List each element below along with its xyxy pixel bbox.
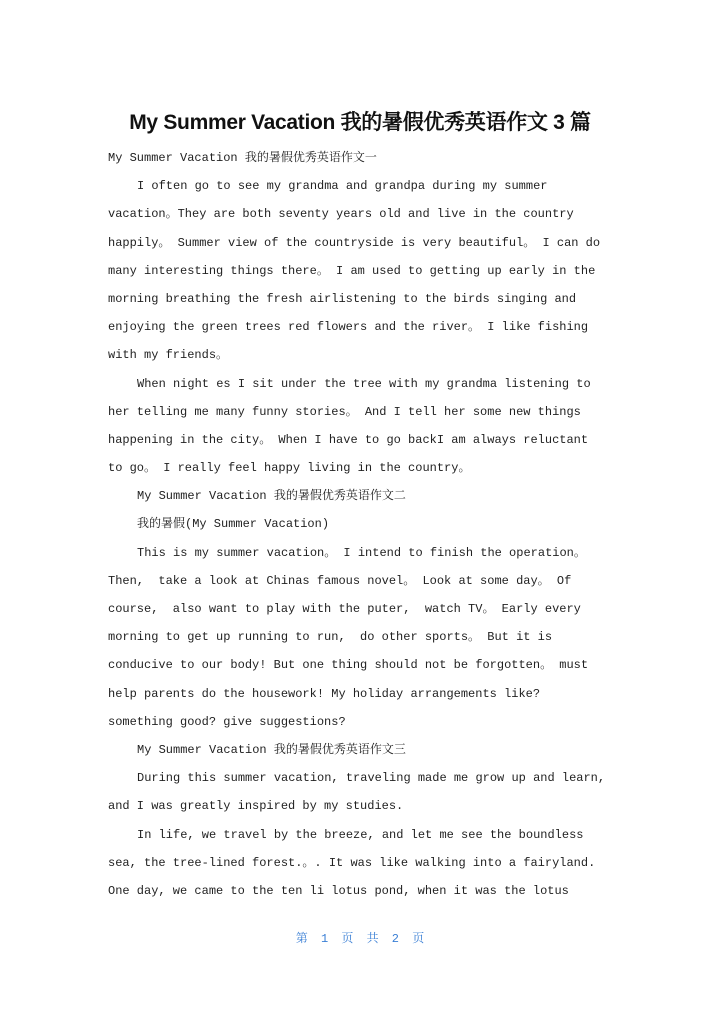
text-line: morning to get up running to run, do other sports。 But it is: [108, 630, 553, 645]
text-line: with my friends。: [108, 348, 229, 363]
text-line: conducive to our body! But one thing should not be forgotten。 must: [108, 658, 589, 673]
text-line: My Summer Vacation 我的暑假优秀英语作文二: [137, 489, 406, 504]
text-line: happily。 Summer view of the countryside is very beautiful。 I can do: [108, 235, 601, 250]
text-line: sea, the tree-lined forest.。. It was like walking into a fairyland.: [108, 855, 596, 870]
page-number-footer: 第 1 页 共 2 页: [295, 932, 425, 946]
text-line: course, also want to play with the puter, watch TV。 Early every: [108, 602, 581, 616]
text-line: I often go to see my grandma and grandpa during my summer: [137, 179, 548, 194]
text-line: When night es I sit under the tree with my grandma listening to: [137, 376, 591, 391]
text-line: happening in the city。 When I have to go backI am always reluctant: [108, 432, 589, 447]
text-line: My Summer Vacation 我的暑假优秀英语作文一: [108, 151, 377, 165]
text-line: 我的暑假(My Summer Vacation): [137, 517, 330, 532]
text-line: enjoying the green trees red flowers and the river。 I like fishing: [108, 320, 589, 335]
text-line: help parents do the housework! My holiday arrangements like?: [108, 686, 541, 701]
text-line: Then, take a look at Chinas famous novel。 Look at some day。 Of: [108, 573, 572, 588]
text-line: her telling me many funny stories。 And I tell her some new things: [108, 404, 581, 419]
text-line: vacation。They are both seventy years old and live in the country: [108, 207, 574, 222]
text-line: morning breathing the fresh airlistening to the birds singing and: [108, 291, 577, 306]
text-line: something good? give suggestions?: [108, 714, 346, 729]
document-body: [108, 147, 628, 908]
text-line: During this summer vacation, traveling made me grow up and learn,: [137, 771, 606, 786]
text-line: One day, we came to the ten li lotus pond, when it was the lotus: [108, 883, 569, 898]
document-title: My Summer Vacation 我的暑假优秀英语作文 3 篇: [129, 111, 591, 134]
text-line: many interesting things there。 I am used to getting up early in the: [108, 263, 596, 278]
text-line: and I was greatly inspired by my studies.: [108, 799, 404, 814]
text-line: This is my summer vacation。 I intend to finish the operation。: [137, 545, 586, 560]
text-line: In life, we travel by the breeze, and let me see the boundless: [137, 827, 584, 842]
text-line: My Summer Vacation 我的暑假优秀英语作文三: [137, 742, 406, 757]
text-line: to go。 I really feel happy living in the country。: [108, 461, 471, 476]
